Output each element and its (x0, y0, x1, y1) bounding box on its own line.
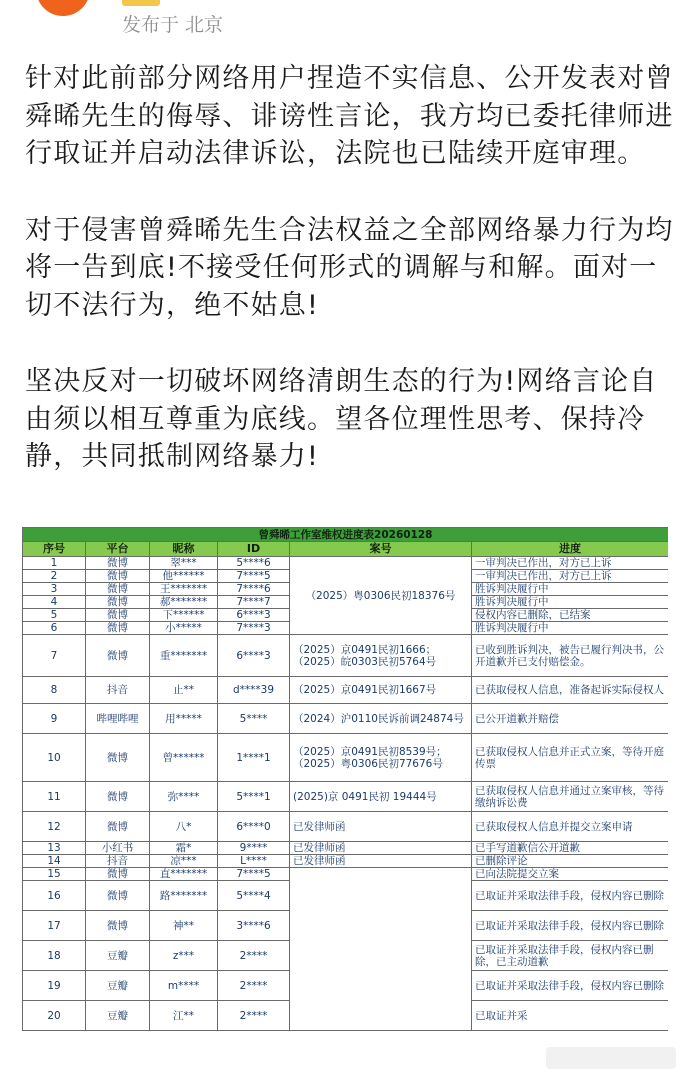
cell-id: d****39 (218, 677, 290, 704)
cell-platform: 微博 (86, 868, 150, 881)
progress-table (22, 527, 668, 1031)
cell-case-number: （2025）京0491民初8539号；（2025）粤0306民初77676号 (290, 734, 472, 782)
cell-progress: 侵权内容已删除，已结案 (472, 609, 669, 622)
cell-nickname: 用***** (150, 704, 218, 734)
cell-platform: 微博 (86, 911, 150, 941)
cell-platform: 微博 (86, 881, 150, 911)
cell-nickname: 翠*** (150, 557, 218, 570)
table-row (23, 557, 669, 570)
cell-index: 12 (23, 812, 86, 842)
post-paragraph: 坚决反对一切破坏网络清朗生态的行为!网络言论自由须以相互尊重为底线。望各位理性思考、保持冷静，共同抵制网络暴力! (25, 366, 658, 472)
cell-nickname: 他****** (150, 570, 218, 583)
cell-index: 18 (23, 941, 86, 971)
cell-case-number: （2024）沪0110民诉前调24874号 (290, 704, 472, 734)
cell-index: 7 (23, 635, 86, 677)
table-row (23, 734, 669, 782)
table-row (23, 635, 669, 677)
cell-progress: 已获取侵权人信息并提交立案申请 (472, 812, 669, 842)
table-header-row (23, 542, 669, 557)
cell-platform: 微博 (86, 557, 150, 570)
cell-index: 16 (23, 881, 86, 911)
cell-index: 4 (23, 596, 86, 609)
cell-platform: 微博 (86, 734, 150, 782)
table-row (23, 868, 669, 881)
cell-progress: 已取证并采取法律手段，侵权内容已删除 (472, 971, 669, 1001)
cell-nickname: m**** (150, 971, 218, 1001)
cell-nickname: 止** (150, 677, 218, 704)
cell-progress: 已公开道歉并赔偿 (472, 704, 669, 734)
cell-index: 1 (23, 557, 86, 570)
cell-case-number: （2025）京0491民初1666；（2025）皖0303民初5764号 (290, 635, 472, 677)
cell-case-number: (2025)京 0491民初 19444号 (290, 782, 472, 812)
post-paragraph: 针对此前部分网络用户捏造不实信息、公开发表对曾舜晞先生的侮辱、诽谤性言论，我方均已委托律师进行取证并启动法律诉讼，法院也已陆续开庭审理。 (25, 63, 674, 169)
table-row (23, 812, 669, 842)
cell-index: 11 (23, 782, 86, 812)
cell-nickname: 凉*** (150, 855, 218, 868)
cell-id: 2**** (218, 971, 290, 1001)
cell-id: 6****3 (218, 635, 290, 677)
cell-progress: 已收到胜诉判决，被告已履行判决书，公开道歉并已支付赔偿金。 (472, 635, 669, 677)
cell-progress: 胜诉判决履行中 (472, 583, 669, 596)
cell-progress: 已删除评论 (472, 855, 669, 868)
clipped-badge (122, 0, 160, 6)
cell-progress: 一审判决已作出，对方已上诉 (472, 570, 669, 583)
cell-progress: 已取证并采取法律手段，侵权内容已删除 (472, 911, 669, 941)
cell-platform: 豆瓣 (86, 941, 150, 971)
cell-nickname: 神** (150, 911, 218, 941)
cell-index: 15 (23, 868, 86, 881)
table-row (23, 677, 669, 704)
cell-nickname: 直******* (150, 868, 218, 881)
cell-platform: 微博 (86, 570, 150, 583)
cell-platform: 抖音 (86, 855, 150, 868)
clipped-header-remnant (122, 0, 160, 9)
cell-case-number: 已发律师函 (290, 842, 472, 855)
cell-index: 14 (23, 855, 86, 868)
cell-platform: 豆瓣 (86, 1001, 150, 1031)
post-body (25, 60, 675, 515)
post-header (0, 0, 690, 45)
cell-nickname: 重******* (150, 635, 218, 677)
cell-platform: 小红书 (86, 842, 150, 855)
table-row (23, 782, 669, 812)
cell-id: 7****5 (218, 868, 290, 881)
cell-index: 5 (23, 609, 86, 622)
cell-id: 5****6 (218, 557, 290, 570)
cell-platform: 微博 (86, 812, 150, 842)
cell-platform: 微博 (86, 609, 150, 622)
cell-id: L**** (218, 855, 290, 868)
cell-index: 13 (23, 842, 86, 855)
cell-platform: 微博 (86, 596, 150, 609)
cell-progress: 已取证并采取法律手段，侵权内容已删除 (472, 881, 669, 911)
table-header-cell: 进度 (472, 542, 669, 557)
cell-nickname: 江** (150, 1001, 218, 1031)
cell-platform: 抖音 (86, 677, 150, 704)
cell-progress: 已手写道歉信公开道歉 (472, 842, 669, 855)
cell-platform: 哔哩哔哩 (86, 704, 150, 734)
table-header-cell: 昵称 (150, 542, 218, 557)
cell-index: 3 (23, 583, 86, 596)
table-title: 曾舜晞工作室维权进度表20260128 (23, 528, 669, 542)
cell-id: 6****0 (218, 812, 290, 842)
cell-progress: 已向法院提交立案 (472, 868, 669, 881)
cell-index: 8 (23, 677, 86, 704)
avatar[interactable] (36, 0, 90, 16)
cell-index: 19 (23, 971, 86, 1001)
cell-progress: 一审判决已作出，对方已上诉 (472, 557, 669, 570)
cell-nickname: z*** (150, 941, 218, 971)
cell-platform: 微博 (86, 583, 150, 596)
cell-nickname: 八* (150, 812, 218, 842)
cell-progress: 胜诉判决履行中 (472, 596, 669, 609)
cell-id: 7****3 (218, 622, 290, 635)
cell-id: 2**** (218, 941, 290, 971)
table-row (23, 704, 669, 734)
cell-nickname: 王******* (150, 583, 218, 596)
cell-id: 6****3 (218, 609, 290, 622)
cell-nickname: 小***** (150, 622, 218, 635)
cell-progress: 已获取侵权人信息，准备起诉实际侵权人 (472, 677, 669, 704)
cell-id: 3****6 (218, 911, 290, 941)
progress-table-image[interactable] (22, 527, 668, 1087)
cell-nickname: 下****** (150, 609, 218, 622)
cell-index: 10 (23, 734, 86, 782)
cell-nickname: 路******* (150, 881, 218, 911)
table-header-cell: 序号 (23, 542, 86, 557)
cell-nickname: 弥**** (150, 782, 218, 812)
table-body (23, 557, 669, 1031)
cell-progress: 已获取侵权人信息并通过立案审核，等待缴纳诉讼费 (472, 782, 669, 812)
cell-case-number: 已发律师函 (290, 812, 472, 842)
post-location: 发布于 北京 (122, 14, 224, 36)
cell-index: 2 (23, 570, 86, 583)
cell-nickname: 霜* (150, 842, 218, 855)
cell-id: 7****5 (218, 570, 290, 583)
cell-index: 6 (23, 622, 86, 635)
cell-progress: 已获取侵权人信息并正式立案，等待开庭传票 (472, 734, 669, 782)
cell-case-number: （2025）京0491民初1667号 (290, 677, 472, 704)
cell-platform: 微博 (86, 635, 150, 677)
cell-platform: 微博 (86, 782, 150, 812)
table-header-cell: 平台 (86, 542, 150, 557)
cell-id: 1****1 (218, 734, 290, 782)
table-row (23, 842, 669, 855)
cell-progress: 胜诉判决履行中 (472, 622, 669, 635)
cell-case-number: （2025）粤0306民初18376号 (290, 557, 472, 635)
cell-index: 9 (23, 704, 86, 734)
cell-index: 17 (23, 911, 86, 941)
table-header-cell: ID (218, 542, 290, 557)
post-paragraph: 对于侵害曾舜晞先生合法权益之全部网络暴力行为均将一告到底!不接受任何形式的调解与和解。面对一切不法行为，绝不姑息! (25, 214, 674, 321)
cell-platform: 豆瓣 (86, 971, 150, 1001)
cell-id: 7****6 (218, 583, 290, 596)
cell-progress: 已取证并采 (472, 1001, 669, 1031)
cell-nickname: 郝******* (150, 596, 218, 609)
cell-nickname: 曾****** (150, 734, 218, 782)
cell-index: 20 (23, 1001, 86, 1031)
cell-id: 5****4 (218, 881, 290, 911)
cell-platform: 微博 (86, 622, 150, 635)
table-row (23, 855, 669, 868)
cell-progress: 已取证并采取法律手段，侵权内容已删除，已主动道歉 (472, 941, 669, 971)
cell-id: 5**** (218, 704, 290, 734)
cell-id: 5****1 (218, 782, 290, 812)
cell-case-number: 已发律师函 (290, 855, 472, 868)
cell-id: 7****7 (218, 596, 290, 609)
table-header-cell: 案号 (290, 542, 472, 557)
cell-id: 2**** (218, 1001, 290, 1031)
cell-id: 9**** (218, 842, 290, 855)
cell-case-number (290, 868, 472, 1031)
weibo-watermark (546, 1047, 676, 1069)
